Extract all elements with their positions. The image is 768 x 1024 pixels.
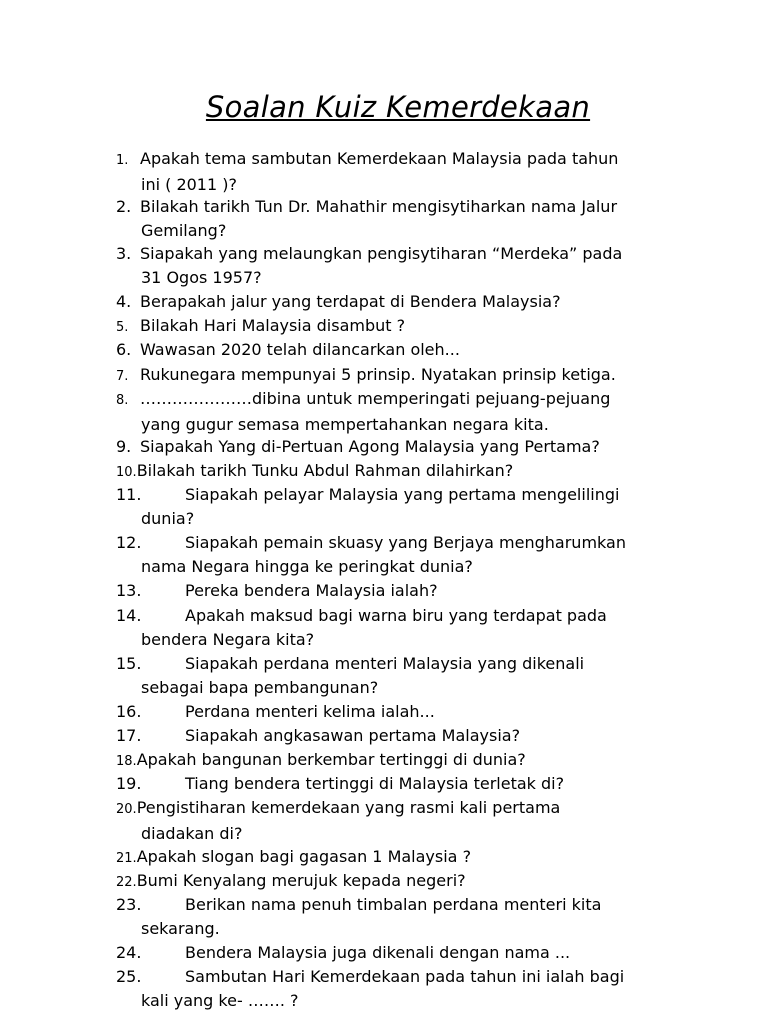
question-4	[116, 290, 716, 314]
question-3	[116, 242, 716, 290]
question-text-continued: bendera Negara kita?	[141, 630, 315, 649]
question-text: Tiang bendera tertinggi di Malaysia terletak di?	[185, 774, 565, 793]
question-22	[116, 869, 716, 895]
question-number: 24.	[116, 943, 142, 962]
question-21	[116, 845, 716, 871]
question-text: Pereka bendera Malaysia ialah?	[185, 581, 438, 600]
question-2	[116, 195, 716, 243]
question-number: 7.	[116, 369, 129, 384]
question-12	[116, 531, 716, 579]
question-text: Bendera Malaysia juga dikenali dengan nama ...	[185, 943, 571, 962]
question-1	[116, 147, 716, 197]
question-8	[116, 387, 716, 437]
question-number: 1.	[116, 153, 129, 168]
question-text: Siapakah Yang di-Pertuan Agong Malaysia yang Pertama?	[140, 437, 600, 456]
question-number: 9.	[116, 437, 132, 456]
document-title: Soalan Kuiz Kemerdekaan	[205, 90, 591, 124]
question-text: Bumi Kenyalang merujuk kepada negeri?	[136, 871, 466, 890]
question-17	[116, 724, 716, 748]
question-number: 4.	[116, 292, 132, 311]
question-number: 3.	[116, 244, 132, 263]
question-16	[116, 700, 716, 724]
question-text-continued: Gemilang?	[141, 221, 227, 240]
question-text: Wawasan 2020 telah dilancarkan oleh...	[140, 340, 460, 359]
question-number: 5.	[116, 320, 129, 335]
question-13	[116, 579, 716, 603]
question-text: Siapakah angkasawan pertama Malaysia?	[185, 726, 521, 745]
question-text-continued: kali yang ke- ……. ?	[141, 991, 299, 1010]
question-15	[116, 652, 716, 700]
question-25	[116, 965, 716, 1013]
question-text: Siapakah pelayar Malaysia yang pertama mengelilingi	[185, 485, 620, 504]
question-18	[116, 748, 716, 774]
question-number: 12.	[116, 533, 142, 552]
question-text: Apakah slogan bagi gagasan 1 Malaysia ?	[136, 847, 472, 866]
question-text: Siapakah pemain skuasy yang Berjaya mengharumkan	[185, 533, 626, 552]
question-10	[116, 459, 716, 485]
question-text-continued: 31 Ogos 1957?	[141, 268, 262, 287]
question-text: Rukunegara mempunyai 5 prinsip. Nyatakan prinsip ketiga.	[140, 365, 616, 384]
question-number: 13.	[116, 581, 142, 600]
question-number: 11.	[116, 485, 142, 504]
question-7	[116, 363, 716, 389]
question-text: Bilakah tarikh Tun Dr. Mahathir mengisytiharkan nama Jalur	[140, 197, 618, 216]
question-20	[116, 796, 716, 846]
question-text-continued: nama Negara hingga ke peringkat dunia?	[141, 557, 473, 576]
question-text-continued: ini ( 2011 )?	[141, 175, 237, 194]
question-number: 19.	[116, 774, 142, 793]
question-number: 25.	[116, 967, 142, 986]
question-text: Siapakah yang melaungkan pengisytiharan “Merdeka” pada	[140, 244, 623, 263]
question-text-continued: diadakan di?	[141, 824, 243, 843]
question-text-continued: yang gugur semasa mempertahankan negara kita.	[141, 415, 549, 434]
question-text: Bilakah Hari Malaysia disambut ?	[140, 316, 406, 335]
question-text: Berikan nama penuh timbalan perdana menteri kita	[185, 895, 602, 914]
question-text: Siapakah perdana menteri Malaysia yang dikenali	[185, 654, 585, 673]
question-text: Berapakah jalur yang terdapat di Bendera Malaysia?	[140, 292, 561, 311]
question-number: 20.	[116, 802, 137, 817]
question-11	[116, 483, 716, 531]
question-number: 23.	[116, 895, 142, 914]
question-text: Pengistiharan kemerdekaan yang rasmi kali pertama	[136, 798, 561, 817]
question-6	[116, 338, 716, 362]
question-number: 22.	[116, 875, 137, 890]
question-text: Sambutan Hari Kemerdekaan pada tahun ini ialah bagi	[185, 967, 625, 986]
question-number: 16.	[116, 702, 142, 721]
question-text-continued: dunia?	[141, 509, 195, 528]
question-number: 10.	[116, 465, 137, 480]
question-number: 17.	[116, 726, 142, 745]
question-text-continued: sekarang.	[141, 919, 220, 938]
question-number: 6.	[116, 340, 132, 359]
question-text: Apakah tema sambutan Kemerdekaan Malaysia pada tahun	[140, 149, 619, 168]
question-text: Perdana menteri kelima ialah...	[185, 702, 435, 721]
question-number: 18.	[116, 754, 137, 769]
question-number: 8.	[116, 393, 129, 408]
question-text-continued: sebagai bapa pembangunan?	[141, 678, 379, 697]
question-23	[116, 893, 716, 941]
question-number: 21.	[116, 851, 137, 866]
question-text: Apakah maksud bagi warna biru yang terdapat pada	[185, 606, 607, 625]
question-5	[116, 314, 716, 340]
question-number: 14.	[116, 606, 142, 625]
question-14	[116, 604, 716, 652]
question-9	[116, 435, 716, 459]
question-number: 2.	[116, 197, 132, 216]
question-19	[116, 772, 716, 796]
question-24	[116, 941, 716, 965]
question-text: Apakah bangunan berkembar tertinggi di dunia?	[136, 750, 526, 769]
question-number: 15.	[116, 654, 142, 673]
question-text: …………………dibina untuk memperingati pejuang-pejuang	[140, 389, 611, 408]
question-text: Bilakah tarikh Tunku Abdul Rahman dilahirkan?	[136, 461, 514, 480]
